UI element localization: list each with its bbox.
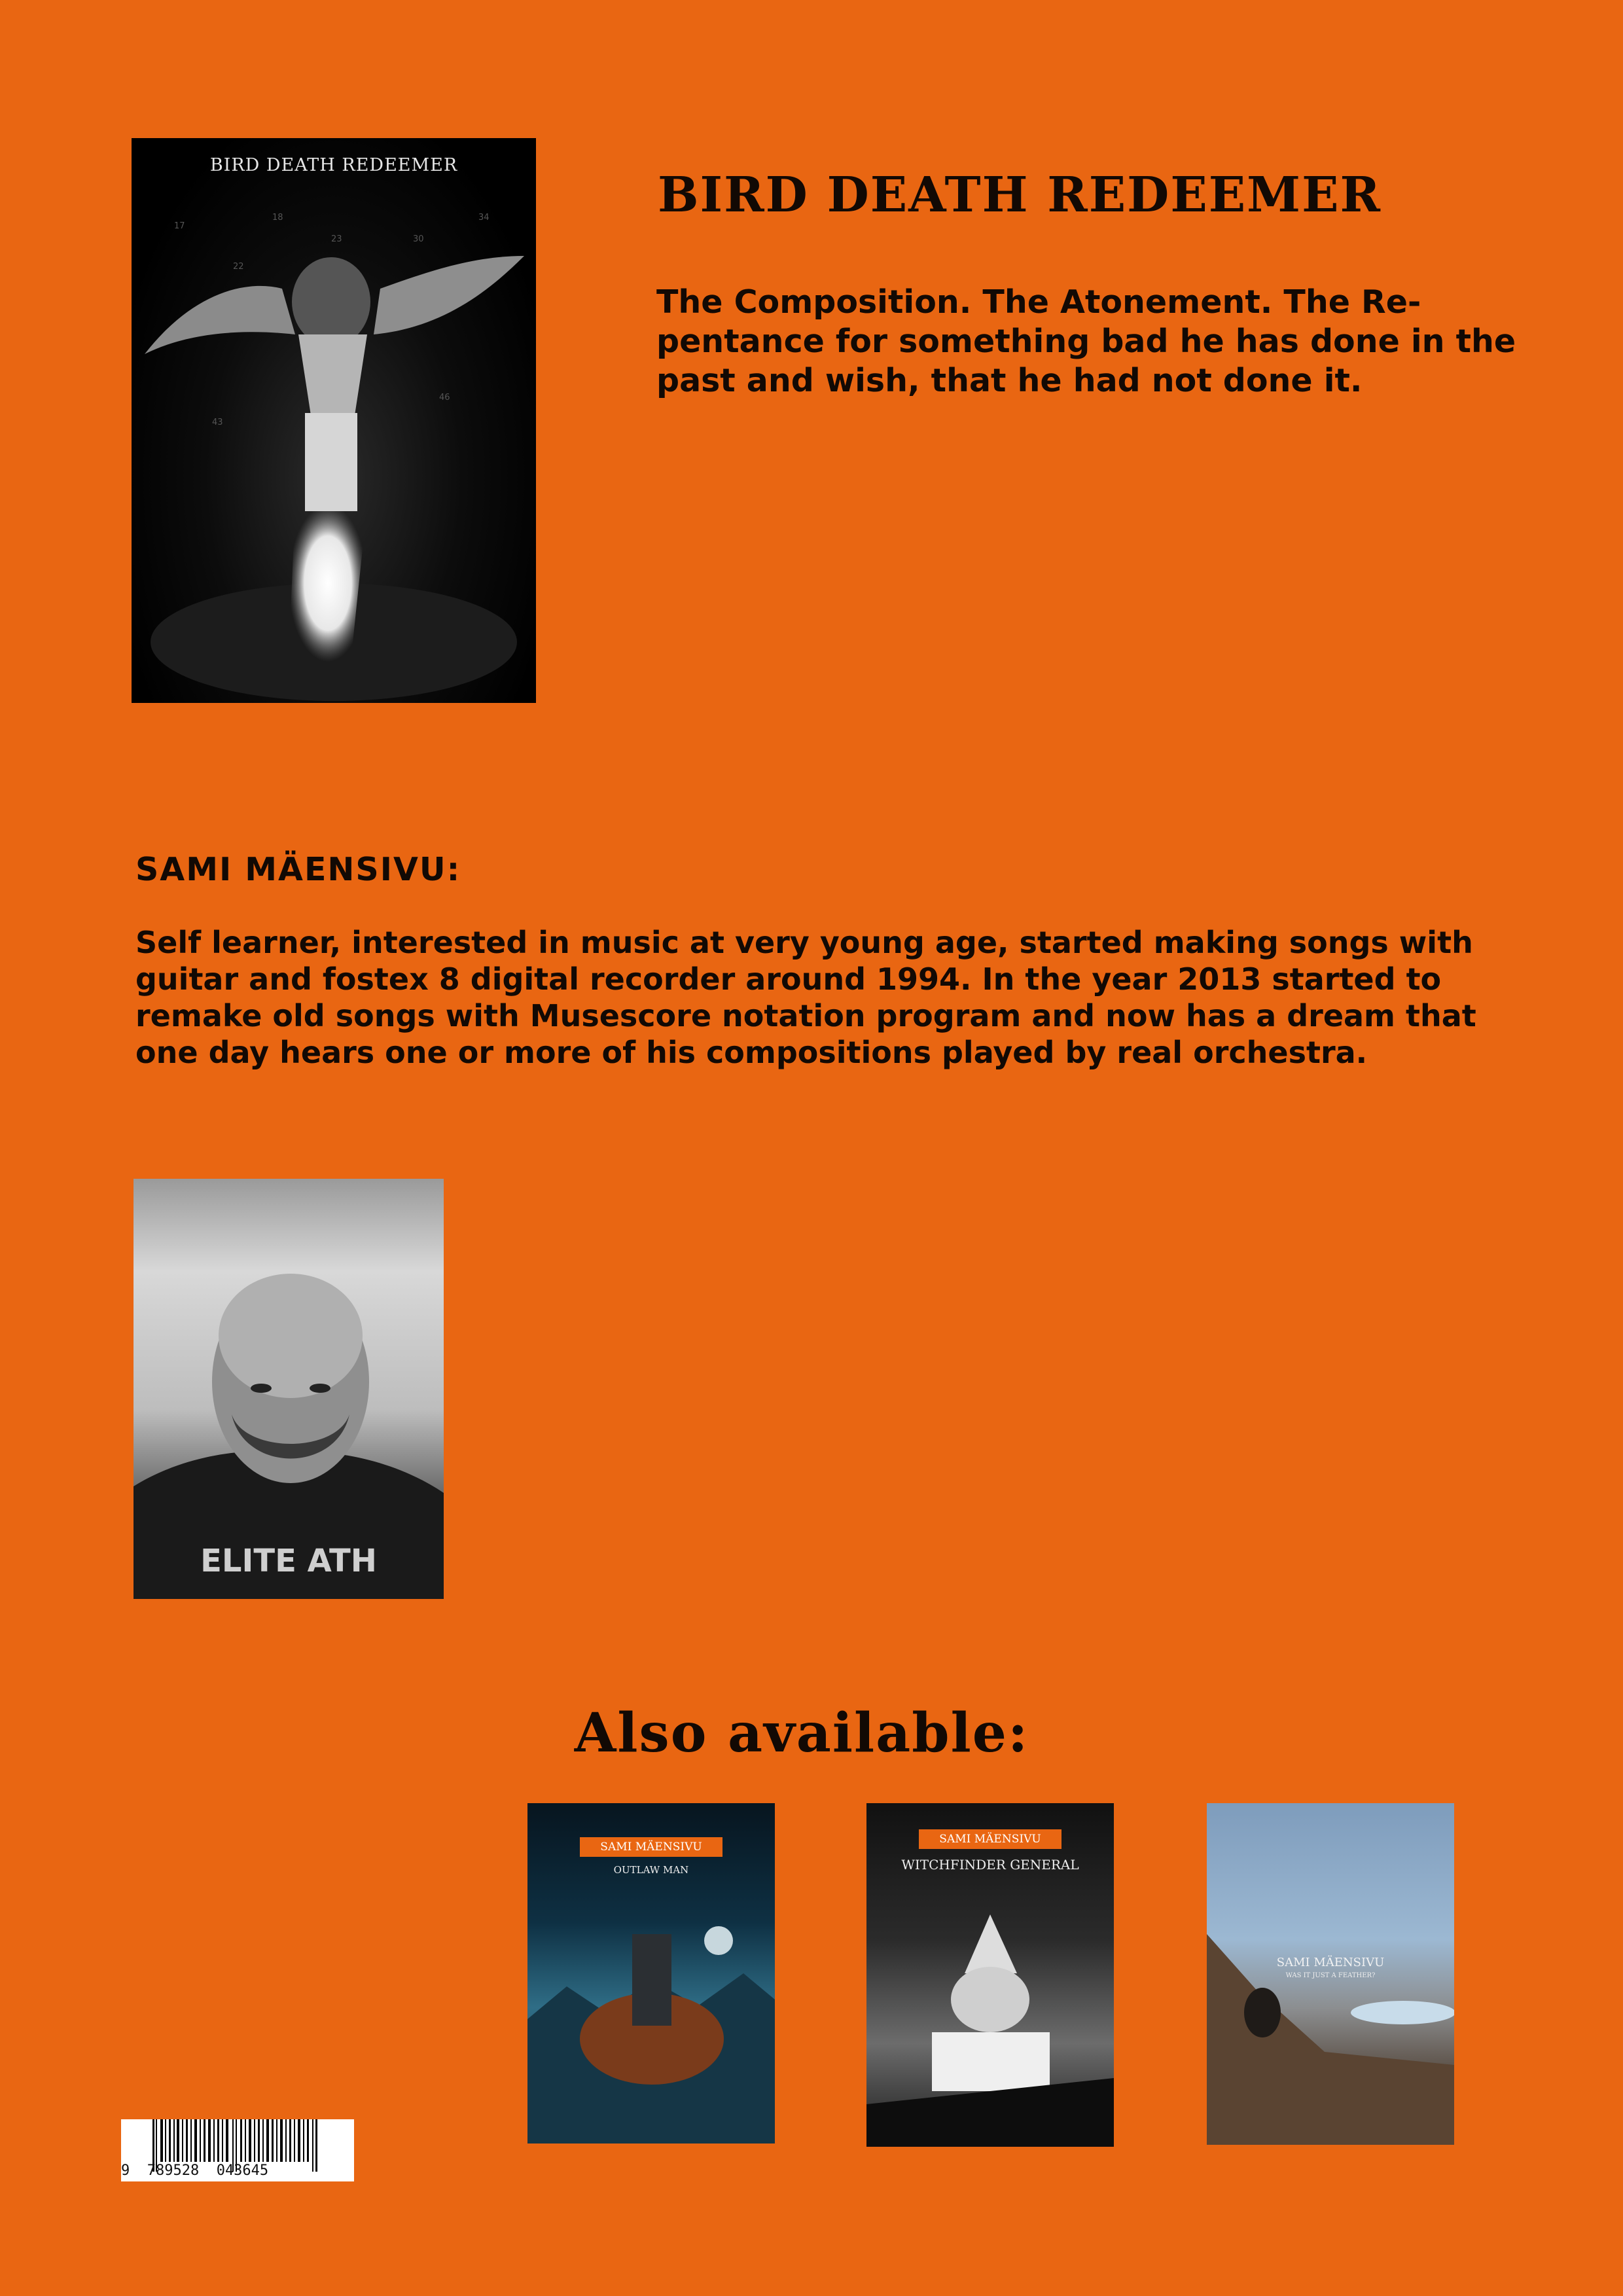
- also-available-heading: Also available:: [574, 1702, 1029, 1765]
- book-subtitle: WITCHFINDER GENERAL: [901, 1857, 1079, 1873]
- ice-bird-sculpture: [132, 138, 536, 703]
- cover-title: BIRD DEATH REDEEMER: [209, 155, 458, 175]
- related-book-witchfinder-general[interactable]: [866, 1803, 1114, 2147]
- isbn-digits: 9 789528 043645: [121, 2162, 269, 2179]
- author-bio: Self learner, interested in music at very young age, started making songs with guitar and fostex 8 digital recorder around 1994. In the year 2013 started to remake old songs with Musescore notation program and now has a dream that one day hears one or more of his compositions played by real orchestra.: [135, 925, 1476, 1070]
- score-number: 30: [413, 234, 424, 244]
- book-author-banner: SAMI MÄENSIVU: [919, 1829, 1061, 1849]
- book-subtitle: WAS IT JUST A FEATHER?: [1285, 1972, 1376, 1979]
- score-number: 17: [174, 221, 185, 231]
- author-heading: SAMI MÄENSIVU:: [135, 851, 461, 888]
- author-photo: [134, 1179, 444, 1599]
- score-number: 43: [212, 418, 223, 427]
- book-subtitle: OUTLAW MAN: [613, 1864, 689, 1876]
- book-author: SAMI MÄENSIVU: [1276, 1956, 1385, 1969]
- main-book-cover: [132, 138, 536, 703]
- related-book-outlaw-man[interactable]: [527, 1803, 775, 2144]
- shirt-print: ELITE ATH: [200, 1543, 377, 1579]
- score-number: 18: [272, 213, 283, 223]
- book-tagline: The Composition. The Atonement. The Re-pentance for something bad he has done in the past and wish, that he had not done it.: [656, 283, 1516, 399]
- score-number: 34: [478, 213, 490, 223]
- score-number: 22: [233, 262, 244, 272]
- isbn-barcode: [121, 2119, 354, 2181]
- score-number: 46: [439, 393, 450, 403]
- book-title: BIRD DEATH REDEEMER: [658, 167, 1382, 223]
- book-author-banner: SAMI MÄENSIVU: [580, 1837, 722, 1857]
- score-number: 23: [331, 234, 342, 244]
- related-book-was-it-just-a-feather[interactable]: [1207, 1803, 1454, 2145]
